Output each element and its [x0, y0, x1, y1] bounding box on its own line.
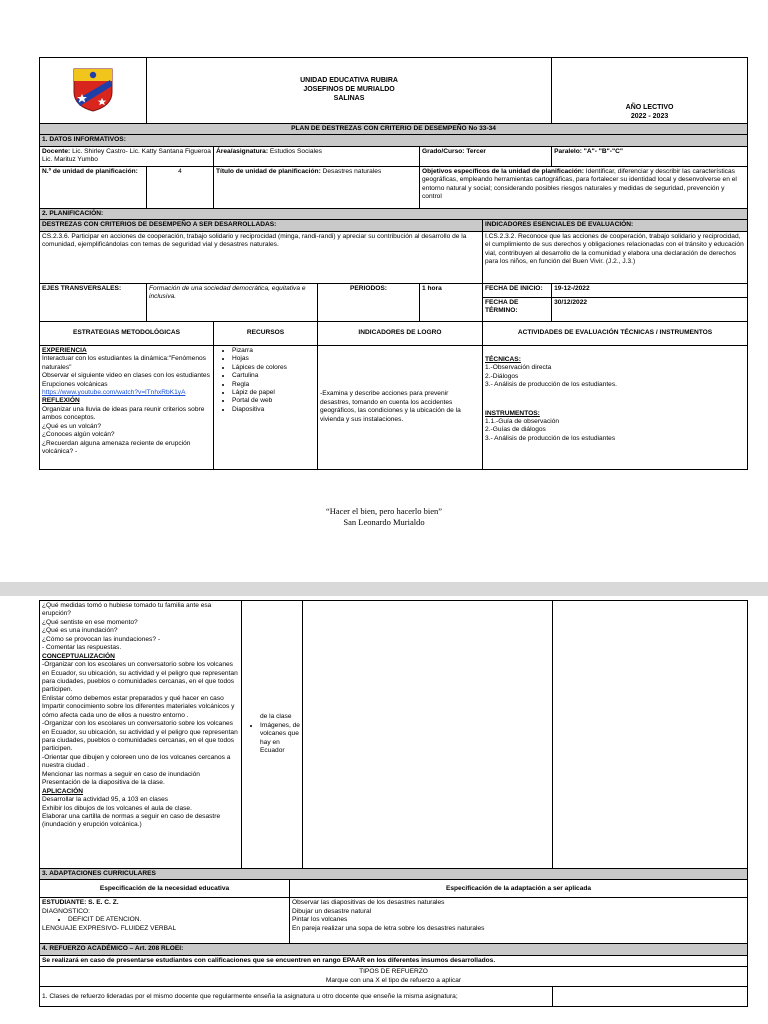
logro-cell: -Examina y describe acciones para prevenir desastres, tomando en cuenta los accidentes geográficos, las condiciones y la ubicación de la vivienda y sus instalaciones.: [318, 345, 483, 469]
school-year-value: 2022 - 2023: [630, 113, 669, 121]
lenguaje-label: LENGUAJE EXPRESIVO- FLUIDEZ VERBAL: [42, 924, 177, 932]
recursos-cell: [214, 345, 318, 469]
video-link[interactable]: https://www.youtube.com/watch?v=lTnhxRbK1yA: [42, 388, 186, 396]
footer-author: San Leonardo Murialdo: [343, 517, 425, 528]
recurso-continuation: de la clase: [260, 713, 292, 721]
school-name-line: JOSEFINOS DE MURIALDO: [303, 86, 395, 94]
reflexion-title: REFLEXIÓN: [42, 397, 80, 405]
estrategias-cont-cell: [40, 601, 242, 869]
refuerzo-item-1: 1. Clases de refuerzo lideradas por el mismo docente que regularmente enseña la asignatura u otro docente que enseñe la misma asignatura;: [40, 987, 553, 1007]
estrategia-line: Exhibir los dibujos de los volcanes el aula de clase.: [42, 804, 192, 812]
adapt-col2: Especificación de la adaptación a ser aplicada: [290, 880, 748, 898]
estrategia-line: -Organizar con los escolares un conversatorio sobre los volcanes en Ecuador, su ubicación, su actividad y el peligro que representan para ciudades, pueblos o comunidades cercanas, en el que todos participen.: [42, 720, 238, 753]
evaluacion-cell: [483, 345, 748, 469]
tipos-refuerzo-sub: Marque con una X el tipo de refuerzo a aplicar: [325, 976, 462, 984]
unidad-value: 4: [147, 166, 214, 208]
fecha-inicio-value: 19-12-/2022: [552, 283, 748, 297]
tipos-refuerzo-cell: [40, 967, 748, 987]
section-refuerzo-title: 4. REFUERZO ACADÉMICO – Art. 208 RLOEI:: [40, 944, 748, 955]
estrategia-line: ¿Cómo se provocan las inundaciones? -: [42, 635, 161, 643]
col-estrategias: ESTRATEGIAS METODOLÓGICAS: [40, 321, 214, 345]
recursos-cont-cell: [242, 601, 303, 869]
recurso-item: • Pizarra: [232, 347, 315, 355]
objetivos-label: Objetivos específicos de la unidad de planificación:: [422, 167, 584, 175]
estrategia-line: - Comentar las respuestas.: [42, 644, 122, 652]
docente-cell: [40, 146, 214, 166]
objetivos-value: Identificar, diferenciar y describir las características geográficas, empleando herramientas cartográficas, para fortalecer su identidad local y desenvolverse en el entorno natural y social; considerando posibles riesgos naturales y medidas de seguridad, prevención y control: [422, 167, 737, 201]
recursos-list: [220, 347, 315, 415]
school-name: [147, 58, 552, 124]
instrumento-item: 1.1.-Guía de observación: [485, 417, 560, 425]
diagnostico-label: DIAGNOSTICO:: [42, 907, 90, 915]
estrategia-line: Mencionar las normas a seguir en caso de inundación: [42, 770, 200, 778]
school-name-line: SALINAS: [333, 94, 365, 102]
tipos-refuerzo-title: TIPOS DE REFUERZO: [359, 968, 428, 976]
col-recursos: RECURSOS: [214, 321, 318, 345]
estrategia-line: ¿Qué medidas tomó o hubiese tomado tu familia ante esa erupción?: [42, 602, 212, 618]
instrumento-item: 2.-Guías de diálogos: [485, 426, 546, 434]
docente-label: Docente:: [42, 147, 71, 155]
reflexion-line: ¿Qué es un volcán?: [42, 422, 102, 430]
plan-table-page-1: [39, 57, 748, 470]
recursos-cont-list: [248, 722, 300, 756]
recurso-item: • Lápices de colores: [232, 364, 315, 372]
tecnica-item: 3.- Análisis de producción de los estudiantes.: [485, 381, 617, 389]
estrategia-line: ¿Qué es una inundación?: [42, 627, 118, 635]
recurso-item: • Lápiz de papel: [232, 389, 315, 397]
recurso-item: • Diapositiva: [232, 406, 315, 414]
conceptualizacion-title: CONCEPTUALIZACIÓN: [42, 652, 115, 660]
unidad-label: N.º de unidad de planificación:: [40, 166, 147, 208]
fecha-termino-value: 30/12/2022: [552, 297, 748, 321]
recurso-item: • Hojas: [232, 355, 315, 363]
aplicacion-title: APLICACIÓN: [42, 787, 84, 795]
reflexion-line: ¿Recuerdan alguna amenaza reciente de erupción volcánica? -: [42, 439, 191, 455]
indicadores-header: INDICADORES ESENCIALES DE EVALUACIÓN:: [483, 220, 748, 231]
tecnica-item: 1.-Observación directa: [485, 364, 552, 372]
diagnostico-list: [42, 916, 287, 924]
estrategia-line: -Orientar que dibujen y coloreen uno de los volcanes cercanos a nuestra ciudad .: [42, 753, 231, 770]
reflexion-line: Organizar una lluvia de ideas para reunir criterios sobre ambos conceptos.: [42, 405, 205, 422]
periodos-label: PERIODOS:: [318, 283, 420, 321]
titulo-label: Título de unidad de planificación:: [216, 167, 321, 175]
section-datos-title: 1. DATOS INFORMATIVOS:: [40, 135, 748, 146]
fecha-inicio-label: FECHA DE INICIO:: [483, 283, 552, 297]
destreza-text: CS.2.3.6. Participar en acciones de cooperación, trabajo solidario y reciprocidad (minga, randi-randi) y apreciar su contribución al desarrollo de la comunidad, ejemplificándolas con temas de seguridad vial y desastres naturales.: [40, 231, 483, 283]
tecnica-item: 2.-Diálogos: [485, 372, 519, 380]
spacer: [485, 390, 745, 410]
plan-title: PLAN DE DESTREZAS CON CRITERIO DE DESEMPEÑO No 33-34: [40, 124, 748, 135]
plan-table-page-2: [39, 600, 748, 1007]
col-actividades: ACTIVIDADES DE EVALUACIÓN TÉCNICAS / INSTRUMENTOS: [483, 321, 748, 345]
titulo-value: Desastres naturales: [322, 167, 382, 175]
evaluacion-cont-cell: [553, 601, 748, 869]
school-name-line: UNIDAD EDUCATIVA RUBIRA: [300, 77, 398, 85]
recurso-item: • Portal de web: [232, 397, 315, 405]
page-footer: [0, 506, 768, 528]
adaptacion-item: En pareja realizar una sopa de letra sobre los desastres naturales: [292, 924, 485, 932]
ejes-value: Formación de una sociedad democrática, equitativa e inclusiva.: [147, 283, 318, 321]
adaptacion-cell: [290, 898, 748, 944]
school-year: [552, 58, 748, 124]
estrategia-line: -Organizar con los escolares un conversatorio sobre los volcanes en Ecuador, su ubicación, su actividad y el peligro que representan para ciudades, pueblos o comunidades cercanas, en el que todos participen.: [42, 661, 238, 694]
docente-value: Lic. Shirley Castro- Lic. Katty Santana Figueroa Lic. Marituz Yumbo: [42, 147, 211, 164]
instrumentos-title: INSTRUMENTOS:: [485, 409, 540, 417]
instrumento-item: 3.- Análisis de producción de los estudiantes: [485, 434, 616, 442]
estrategia-line: Presentación de la diapositiva de la clase.: [42, 779, 165, 787]
refuerzo-text: Se realizará en caso de presentarse estudiantes con calificaciones que se encuentren en rango EPAAR en los diferentes insumos desarrollados.: [40, 955, 748, 966]
necesidad-cell: [40, 898, 290, 944]
school-year-label: AÑO LECTIVO: [625, 104, 674, 112]
estrategias-cell: [40, 345, 214, 469]
recurso-item: • Regla: [232, 381, 315, 389]
deficit-item: • DEFICIT DE ATENCION.: [68, 916, 287, 924]
reflexion-line: ¿Conoces algún volcán?: [42, 431, 115, 439]
recurso-item: • Cartulina: [232, 372, 315, 380]
destrezas-header: DESTREZAS CON CRITERIOS DE DESEMPEÑO A SER DESARROLLADAS:: [40, 220, 483, 231]
adapt-col1: Especificación de la necesidad educativa: [40, 880, 290, 898]
paralelo-cell: Paralelo: "A"- "B"-"C": [552, 146, 748, 166]
objetivos-cell: [420, 166, 748, 208]
logro-cont-cell: [303, 601, 553, 869]
experiencia-line: Observar el siguiente video en clases con los estudiantes Erupciones volcánicas: [42, 372, 210, 388]
school-shield-logo: [70, 66, 116, 112]
indicador-text: I.CS.2.3.2. Reconoce que las acciones de cooperación, trabajo solidario y reciprocidad, el cumplimiento de sus derechos y obligaciones relacionadas con el tránsito y educación vial, contribuyen al desarrollo de la comunidad y elabora una declaración de derechos para los niños, en función del Buen Vivir. (J.2., J.3.): [483, 231, 748, 283]
adaptacion-item: Pintar los volcanes: [292, 916, 348, 924]
col-logro: INDICADORES DE LOGRO: [318, 321, 483, 345]
periodos-value: 1 hora: [420, 283, 483, 321]
tecnicas-title: TÉCNICAS:: [485, 355, 521, 363]
adaptacion-item: Dibujar un desastre natural: [292, 907, 372, 915]
experiencia-line: Interactuar con los estudiantes la dinámica:"Fenómenos naturales": [42, 355, 206, 371]
section-adaptaciones-title: 3. ADAPTACIONES CURRICULARES: [40, 869, 748, 880]
area-value: Estudios Sociales: [269, 147, 322, 155]
recurso-item: • Imágenes, de volcanes que hay en Ecuador: [260, 722, 300, 756]
adaptacion-item: Observar las diapositivas de los desastres naturales: [292, 899, 445, 907]
refuerzo-item-1-mark[interactable]: [553, 987, 748, 1007]
estrategia-line: Desarrollar la actividad 95, a 103 en clases: [42, 796, 169, 804]
page-2: [0, 596, 768, 1024]
area-label: Área/asignatura:: [216, 147, 269, 155]
section-planificacion-title: 2. PLANIFICACIÓN:: [40, 208, 748, 219]
area-cell: [214, 146, 420, 166]
ejes-label: EJES TRANSVERSALES:: [40, 283, 147, 321]
estrategia-line: Elaborar una cartilla de normas a seguir en caso de desastre (inundación y erupción volcánica.): [42, 812, 221, 829]
estrategia-line: ¿Qué sentiste en ese momento?: [42, 618, 138, 626]
titulo-cell: [214, 166, 420, 208]
estudiante-label: ESTUDIANTE: S. E. C. Z.: [42, 899, 119, 907]
experiencia-title: EXPERIENCIA: [42, 346, 87, 354]
footer-quote: “Hacer el bien, pero hacerlo bien”: [325, 506, 443, 516]
fecha-termino-label: FECHA DE TÉRMINO:: [483, 297, 552, 321]
school-logo: [40, 58, 147, 124]
grado-cell: Grado/Curso: Tercer: [420, 146, 552, 166]
estrategia-line: Enlistar cómo debemos estar preparados y qué hacer en caso Impartir conocimiento sobre los diferentes materiales volcánicos y cómo afecta cada uno de ellos a nuestro entorno .: [42, 694, 235, 719]
